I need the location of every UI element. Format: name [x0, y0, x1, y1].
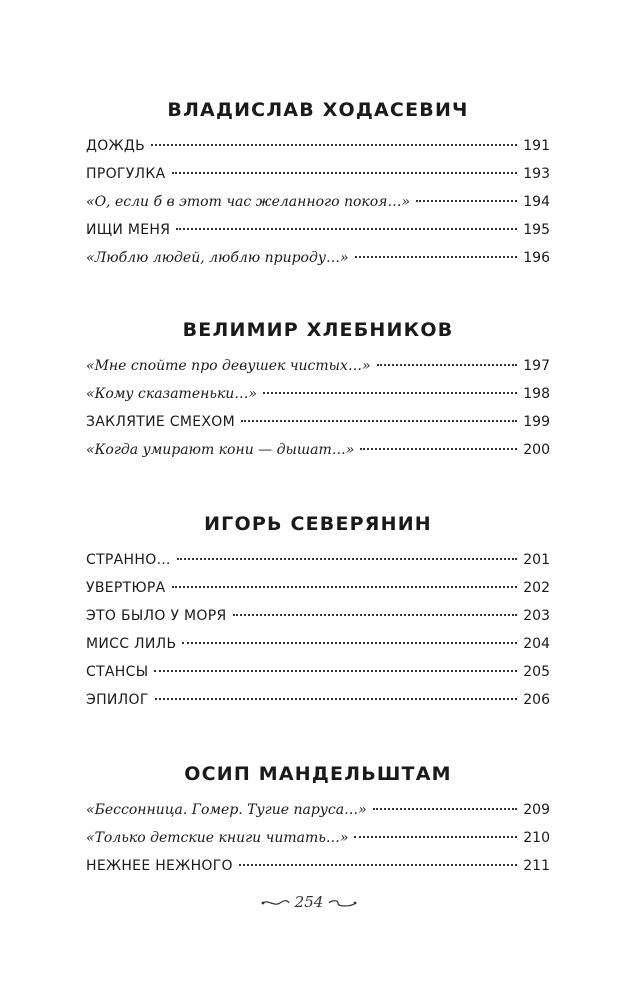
toc-entry	[86, 824, 550, 852]
entry-page-number: 198	[523, 386, 550, 402]
dot-leader	[155, 698, 518, 700]
entry-title: ЭТО БЫЛО У МОРЯ	[86, 608, 227, 624]
toc-entry	[86, 574, 550, 602]
entry-title: ДОЖДЬ	[86, 138, 146, 154]
toc-entry	[86, 380, 550, 408]
table-of-contents	[86, 96, 550, 880]
author-heading: ВЛАДИСЛАВ ХОДАСЕВИЧ	[167, 99, 469, 121]
entry-title: ПРОГУЛКА	[86, 166, 166, 182]
section-mandelstam	[86, 760, 550, 880]
entry-page-number: 209	[523, 802, 550, 818]
entry-title: СТАНСЫ	[86, 664, 149, 680]
dot-leader	[241, 420, 517, 422]
dot-leader	[172, 586, 518, 588]
toc-entry	[86, 188, 550, 216]
dot-leader	[154, 670, 517, 672]
entry-title: ИЩИ МЕНЯ	[86, 222, 171, 238]
dot-leader	[373, 808, 518, 810]
dot-leader	[360, 448, 517, 450]
toc-entry	[86, 658, 550, 686]
toc-entry	[86, 852, 550, 880]
entry-page-number: 195	[523, 222, 550, 238]
toc-entry	[86, 630, 550, 658]
entry-page-number: 211	[523, 858, 550, 874]
entry-page-number: 203	[523, 608, 550, 624]
section-severyanin	[86, 510, 550, 714]
toc-entry	[86, 602, 550, 630]
entry-title: ЗАКЛЯТИЕ СМЕХОМ	[86, 414, 235, 430]
author-heading: ОСИП МАНДЕЛЬШТАМ	[184, 763, 452, 785]
entry-title: УВЕРТЮРА	[86, 580, 166, 596]
author-heading: ВЕЛИМИР ХЛЕБНИКОВ	[182, 319, 454, 341]
toc-entry	[86, 408, 550, 436]
entry-page-number: 196	[523, 250, 550, 266]
entry-page-number: 201	[523, 552, 550, 568]
dot-leader	[377, 364, 518, 366]
dot-leader	[416, 200, 517, 202]
dot-leader	[239, 864, 517, 866]
page-folio	[0, 893, 618, 911]
folio-number: 254	[294, 893, 324, 911]
dot-leader	[263, 392, 517, 394]
entry-page-number: 194	[523, 194, 550, 210]
dot-leader	[176, 228, 517, 230]
entry-page-number: 204	[523, 636, 550, 652]
flourish-left-icon	[260, 898, 290, 908]
entry-page-number: 210	[523, 830, 550, 846]
entry-page-number: 193	[523, 166, 550, 182]
entry-title: МИСС ЛИЛЬ	[86, 636, 177, 652]
entry-page-number: 191	[523, 138, 550, 154]
entry-title: СТРАННО…	[86, 552, 171, 568]
toc-entry	[86, 546, 550, 574]
toc-entry	[86, 352, 550, 380]
entry-page-number: 202	[523, 580, 550, 596]
dot-leader	[354, 836, 517, 838]
entry-page-number: 200	[523, 442, 550, 458]
entry-title: «Люблю людей, люблю природу…»	[86, 250, 349, 266]
entry-page-number: 199	[523, 414, 550, 430]
entry-title: «Бессонница. Гомер. Тугие паруса…»	[86, 802, 367, 818]
author-heading: ИГОРЬ СЕВЕРЯНИН	[204, 513, 432, 535]
entry-title: ЭПИЛОГ	[86, 692, 149, 708]
entry-title: «Кому сказатеньки…»	[86, 386, 257, 402]
entry-title: «Только детские книги читать…»	[86, 830, 349, 846]
entry-title: НЕЖНЕЕ НЕЖНОГО	[86, 858, 233, 874]
entry-page-number: 197	[523, 358, 550, 374]
dot-leader	[233, 614, 518, 616]
section-khlebnikov	[86, 316, 550, 464]
toc-entry	[86, 160, 550, 188]
entry-title: «Когда умирают кони — дышат…»	[86, 442, 355, 458]
toc-entry	[86, 436, 550, 464]
toc-entry	[86, 796, 550, 824]
flourish-right-icon	[328, 898, 358, 908]
dot-leader	[355, 256, 518, 258]
entry-title: «Мне спойте про девушек чистых…»	[86, 358, 371, 374]
dot-leader	[182, 642, 517, 644]
dot-leader	[172, 172, 518, 174]
toc-entry	[86, 686, 550, 714]
toc-entry	[86, 216, 550, 244]
entry-title: «О, если б в этот час желанного покоя…»	[86, 194, 411, 210]
entry-page-number: 205	[523, 664, 550, 680]
entry-page-number: 206	[523, 692, 550, 708]
toc-entry	[86, 132, 550, 160]
toc-entry	[86, 244, 550, 272]
section-khodasevich	[86, 96, 550, 272]
dot-leader	[151, 144, 517, 146]
dot-leader	[177, 558, 517, 560]
